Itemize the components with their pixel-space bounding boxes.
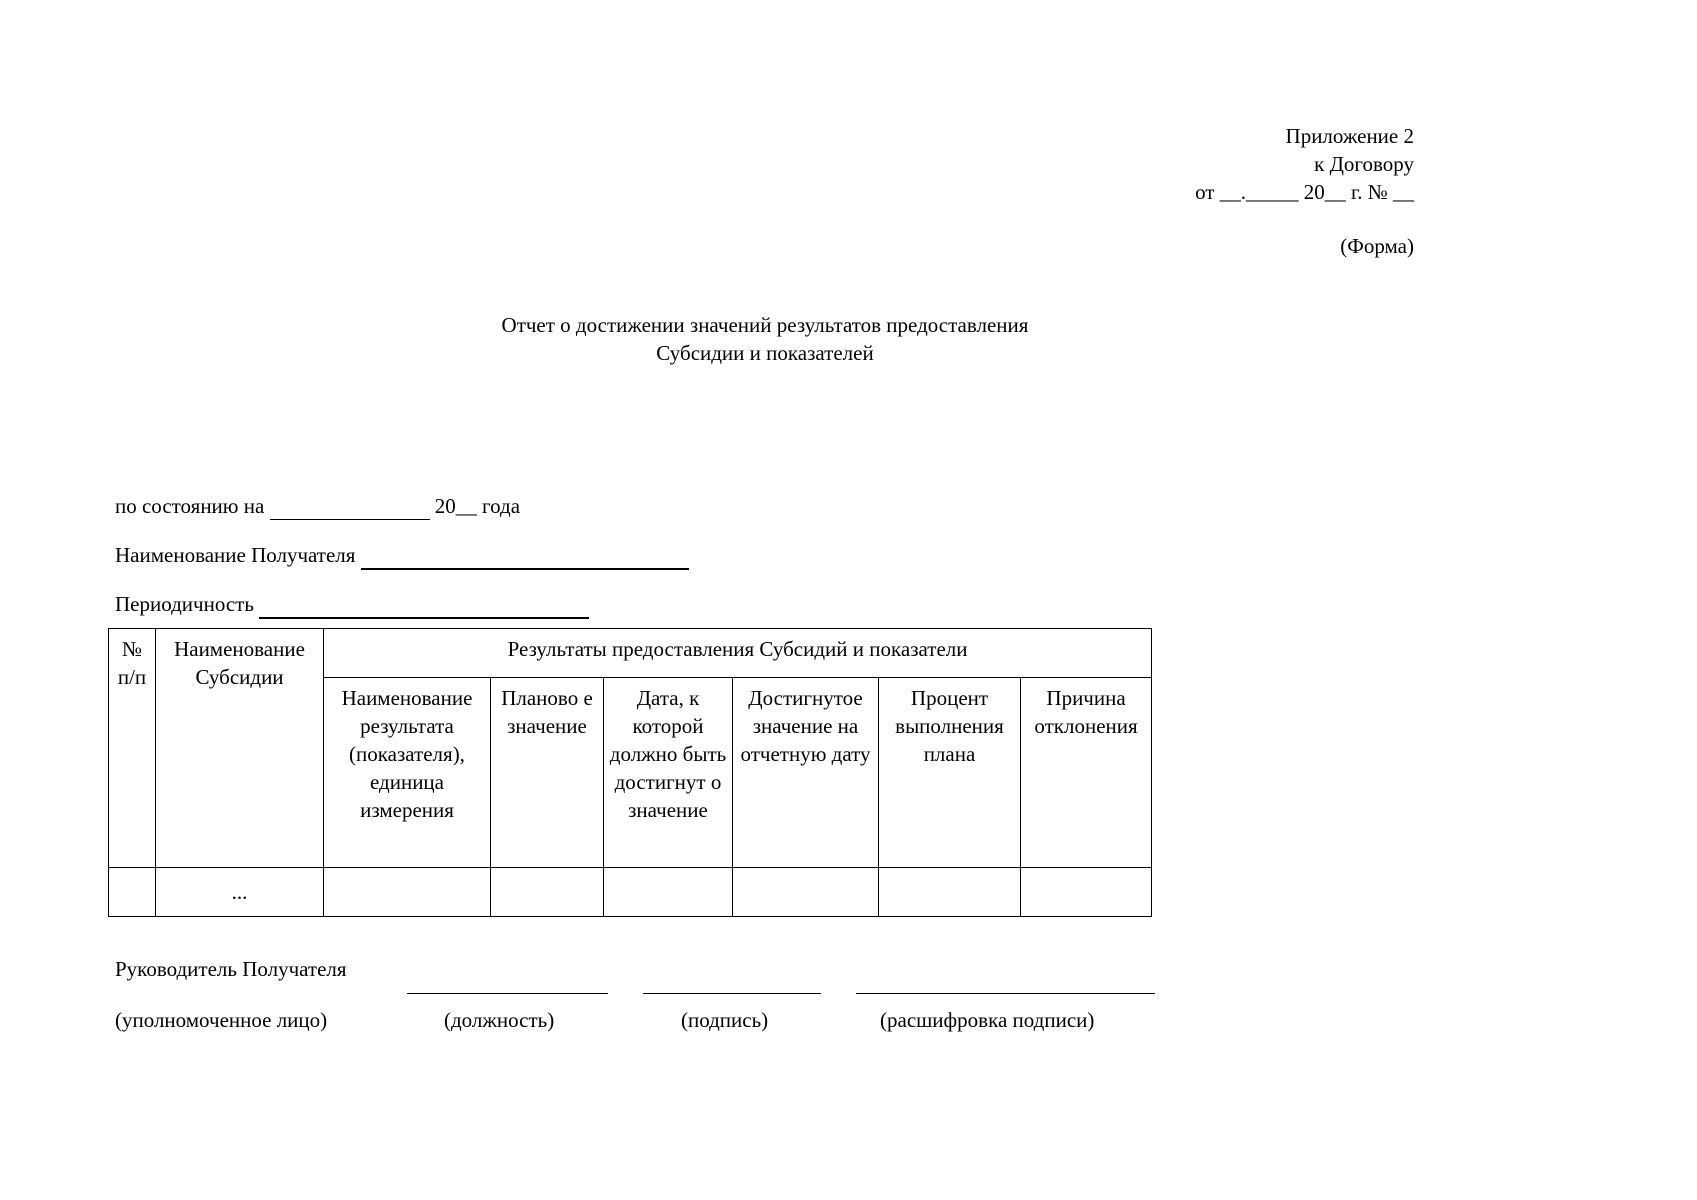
cell-deviation-reason[interactable]	[1021, 868, 1152, 917]
period-row	[115, 592, 589, 619]
cell-subsidy-name[interactable]: ...	[156, 868, 324, 917]
header-achieved-value: Достигнутое значение на отчетную дату	[733, 678, 879, 868]
header-number: № п/п	[109, 629, 156, 868]
as-of-label: по состоянию на	[115, 494, 265, 518]
cell-number[interactable]	[109, 868, 156, 917]
appendix-number: Приложение 2	[1285, 124, 1414, 148]
report-title-line2: Субсидии и показателей	[656, 341, 874, 365]
period-label: Периодичность	[115, 592, 254, 616]
header-results-group: Результаты предоставления Субсидий и показатели	[324, 629, 1152, 678]
position-caption: (должность)	[444, 1008, 555, 1032]
appendix-header	[1195, 122, 1414, 206]
contract-date-line: от __._____ 20__ г. № __	[1195, 180, 1414, 204]
as-of-date-field[interactable]	[270, 494, 430, 520]
position-line[interactable]	[407, 993, 608, 994]
header-subsidy-name: Наименование Субсидии	[156, 629, 324, 868]
as-of-year: 20__ года	[434, 494, 521, 518]
recipient-label: Наименование Получателя	[115, 543, 356, 567]
period-field[interactable]	[259, 592, 589, 619]
decoding-line[interactable]	[856, 993, 1155, 994]
report-table	[108, 628, 1152, 917]
decoding-caption: (расшифровка подписи)	[880, 1008, 1095, 1032]
report-title	[0, 311, 1530, 367]
header-planned-value: Планово е значение	[491, 678, 604, 868]
cell-result-name[interactable]	[324, 868, 491, 917]
report-title-line1: Отчет о достижении значений результатов предоставления	[501, 313, 1029, 337]
table-row	[109, 868, 1152, 917]
recipient-row	[115, 543, 689, 570]
header-completion-percent: Процент выполнения плана	[879, 678, 1021, 868]
cell-achieved-value[interactable]	[733, 868, 879, 917]
cell-planned-value[interactable]	[491, 868, 604, 917]
head-label: Руководитель Получателя	[115, 957, 347, 981]
cell-completion-percent[interactable]	[879, 868, 1021, 917]
form-label: (Форма)	[1340, 234, 1414, 258]
cell-target-date[interactable]	[604, 868, 733, 917]
header-target-date: Дата, к которой должно быть достигнут о значение	[604, 678, 733, 868]
contract-reference: к Договору	[1314, 152, 1414, 176]
header-deviation-reason: Причина отклонения	[1021, 678, 1152, 868]
header-result-name: Наименование результата (показателя), единица измерения	[324, 678, 491, 868]
authorized-caption: (уполномоченное лицо)	[115, 1008, 328, 1032]
signature-line[interactable]	[643, 993, 821, 994]
recipient-name-field[interactable]	[361, 543, 689, 570]
signature-caption: (подпись)	[681, 1008, 769, 1032]
as-of-row	[115, 494, 520, 520]
